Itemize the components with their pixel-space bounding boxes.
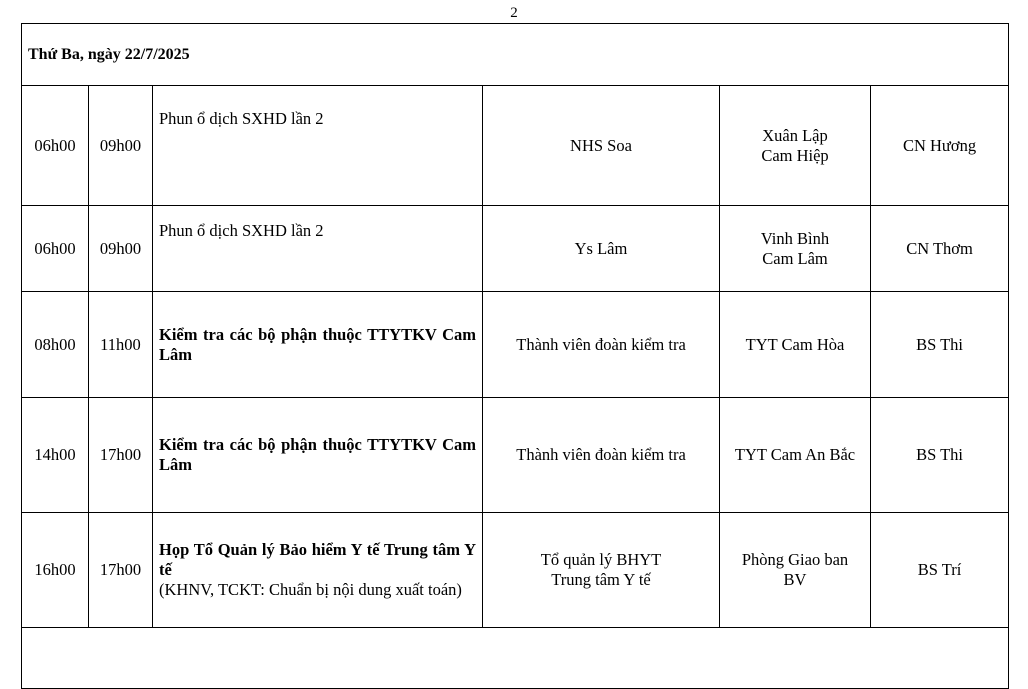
task-title: Phun ổ dịch SXHD lần 2 [159, 221, 324, 240]
table-row [22, 292, 1009, 398]
start-time: 14h00 [22, 398, 89, 513]
empty-cell [22, 628, 1009, 689]
lead: BS Thi [871, 398, 1009, 513]
place-line: BV [783, 570, 807, 589]
table-row [22, 513, 1009, 628]
place-cell [720, 86, 871, 206]
task-cell [153, 513, 483, 628]
start-time: 06h00 [22, 86, 89, 206]
task-title: Kiểm tra các bộ phận thuộc TTYTKV Cam Lâm [159, 435, 476, 474]
lead: CN Hương [871, 86, 1009, 206]
next-day-row [22, 628, 1009, 689]
table-row [22, 398, 1009, 513]
participants-line: Trung tâm Y tế [551, 570, 651, 589]
day-header-row [22, 24, 1009, 86]
participants: NHS Soa [483, 86, 720, 206]
day-header: Thứ Ba, ngày 22/7/2025 [22, 24, 1009, 86]
participants: Thành viên đoàn kiểm tra [483, 398, 720, 513]
lead: BS Trí [871, 513, 1009, 628]
lead: CN Thơm [871, 206, 1009, 292]
end-time: 11h00 [89, 292, 153, 398]
page-number: 2 [510, 5, 518, 21]
task-cell [153, 206, 483, 292]
task-cell [153, 398, 483, 513]
place-line: Cam Hiệp [761, 145, 829, 165]
table-row [22, 206, 1009, 292]
start-time: 06h00 [22, 206, 89, 292]
task-title: Họp Tổ Quản lý Bảo hiểm Y tế Trung tâm Y tế [159, 540, 476, 579]
end-time: 09h00 [89, 86, 153, 206]
lead: BS Thi [871, 292, 1009, 398]
place-line: TYT Cam An Bắc [734, 445, 856, 464]
place-cell [720, 513, 871, 628]
place-line: Cam Lâm [762, 248, 828, 268]
participants: Ys Lâm [483, 206, 720, 292]
end-time: 09h00 [89, 206, 153, 292]
end-time: 17h00 [89, 513, 153, 628]
schedule-table [21, 23, 1009, 689]
task-cell [153, 86, 483, 206]
participants: Thành viên đoàn kiểm tra [483, 292, 720, 398]
participants-cell [483, 513, 720, 628]
task-title: Kiểm tra các bộ phận thuộc TTYTKV Cam Lâm [159, 324, 476, 364]
participants-line: Tổ quản lý BHYT [540, 550, 662, 569]
task-title: Phun ổ dịch SXHD lần 2 [159, 109, 324, 128]
place-line: Phòng Giao ban [741, 550, 849, 569]
place-cell [720, 292, 871, 398]
end-time: 17h00 [89, 398, 153, 513]
place-line: Vinh Bình [760, 228, 830, 248]
start-time: 08h00 [22, 292, 89, 398]
place-line: TYT Cam Hòa [745, 334, 845, 354]
table-row [22, 86, 1009, 206]
task-note: (KHNV, TCKT: Chuẩn bị nội dung xuất toán) [159, 580, 462, 599]
place-line: Xuân Lập [762, 125, 828, 145]
place-cell [720, 206, 871, 292]
place-cell [720, 398, 871, 513]
start-time: 16h00 [22, 513, 89, 628]
task-cell [153, 292, 483, 398]
